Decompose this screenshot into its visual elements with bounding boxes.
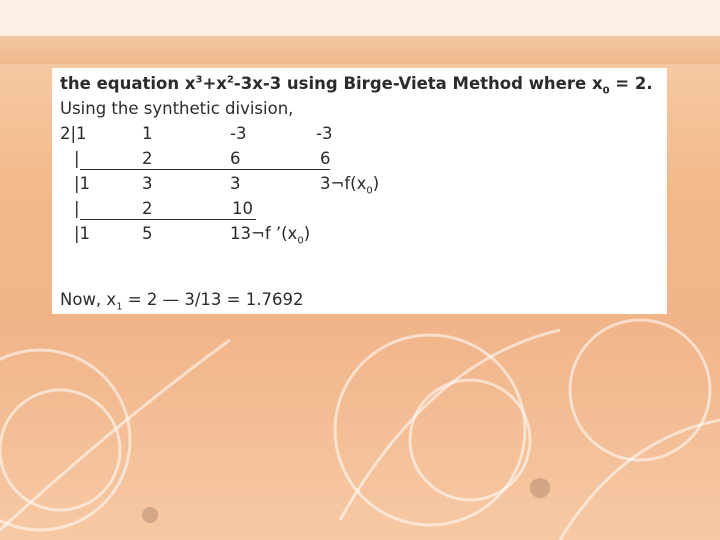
table-cell: $3\neg f(x_0)$ bbox=[320, 174, 380, 197]
table-cell: 5 bbox=[142, 224, 153, 243]
header-stripe bbox=[0, 36, 720, 64]
table-cell: 10 bbox=[232, 199, 253, 218]
table-cell: -3 bbox=[230, 124, 247, 143]
table-cell: 13¬f $’(x_0)$ bbox=[230, 224, 311, 247]
division-rule bbox=[80, 169, 330, 170]
table-cell: | bbox=[74, 199, 80, 218]
header-band bbox=[0, 0, 720, 36]
table-cell: 1 bbox=[142, 124, 153, 143]
table-cell: 6 bbox=[230, 149, 241, 168]
table-cell: 3 bbox=[230, 174, 241, 193]
table-cell: 6 bbox=[320, 149, 331, 168]
subtitle-line: Using the synthetic division, bbox=[60, 99, 294, 118]
table-cell: |1 bbox=[74, 174, 91, 193]
table-cell: 3 bbox=[142, 174, 153, 193]
content-panel bbox=[52, 68, 667, 314]
result-line: Now, $x_1 = 2$ — 3/13 = 1.7692 bbox=[60, 290, 304, 313]
division-rule bbox=[80, 219, 256, 220]
table-cell: -3 bbox=[316, 124, 333, 143]
table-cell: |1 bbox=[74, 224, 91, 243]
table-cell: 2|1 bbox=[60, 124, 87, 143]
background-decoration bbox=[0, 300, 720, 540]
table-cell: | bbox=[74, 149, 80, 168]
table-cell: 2 bbox=[142, 149, 153, 168]
title-line: the equation $x^3+x^2-3x-3$ using Birge-Vieta Method where $x_0 = 2$. bbox=[60, 74, 653, 97]
table-cell: 2 bbox=[142, 199, 153, 218]
